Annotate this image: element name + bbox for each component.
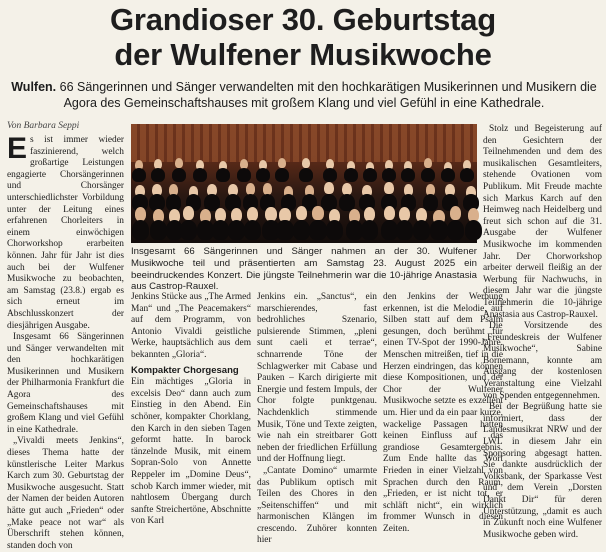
singer-body — [421, 168, 435, 182]
singer-body — [309, 220, 326, 240]
singer-body — [447, 220, 464, 240]
singer-body — [396, 220, 413, 240]
singer-figure — [384, 182, 394, 194]
singer-figure — [175, 158, 183, 168]
singer-body — [382, 168, 396, 182]
singer-body — [326, 220, 343, 240]
singer-body — [401, 168, 415, 182]
singer-body — [413, 220, 430, 240]
lead-paragraph — [10, 79, 598, 111]
paragraph: den Jenkins der Werbung erkennen, ist die Melodie, auf Silben statt auf dem Psalm gesungen, doch berühmt für einen TV-Spot der 1990-Jahre. Menschen mitreißen, tief in die Herzen eindringen, das können diese Kompositionen, und der Chor der Wulfener Musikwoche setzte es exzellent um. Hier und da ein paar kurze, wackelige Passagen hatten keinen Einfluss auf das grandiose Gesamtergebnis. Zum Ende hallte das Wort Frieden in einer Vielzahl von Sprachen durch den Raum, „Frieden, er ist nicht tot, er schläft nicht“, ein wirklich frommer Wunsch in diesen Zeiten. — [383, 292, 503, 534]
singer-body — [256, 168, 270, 182]
singer-figure — [296, 206, 307, 220]
singer-figure — [450, 206, 461, 220]
singer-body — [193, 168, 207, 182]
singer-body — [460, 168, 474, 182]
singer-figure — [265, 207, 276, 221]
singer-body — [346, 220, 363, 240]
singer-figure — [278, 158, 286, 168]
choir-photo — [131, 124, 477, 243]
headline — [0, 2, 606, 72]
photo-caption: Insgesamt 66 Sängerinnen und Sänger nahmen an der 30. Wulfener Musikwoche teil und präsentierten am Samstag 23. August 2025 ein beeindruckendes Konzert. Die jüngste Teilnehmerin war die 10-jährige Anastasia aus Castrop-Rauxel. — [131, 246, 477, 293]
singer-body — [344, 168, 358, 182]
singer-body — [293, 220, 310, 240]
paragraph: Jenkins Stücke aus „The Armed Man“ und „The Peacemakers“ auf dem Programm, von Antonio Vivaldi geistliche Werke, hauptsächlich aus dem bekannten „Gloria“. — [131, 292, 251, 360]
singer-body — [299, 168, 313, 182]
column-1 — [7, 132, 124, 551]
singer-body — [361, 220, 378, 240]
singer-body — [150, 220, 167, 240]
byline: Von Barbara Seppi — [7, 121, 80, 131]
singer-body — [423, 194, 439, 211]
singer-body — [132, 168, 146, 182]
singer-body — [363, 168, 377, 182]
paragraph: Jenkins ein. „Sanctus“, ein marschierendes, fast bedrohliches Szenario, pulsierende Stimmen, „pleni sunt caeli et terrae“, schnarrende Töne der Schlagwerker mit Cabase und Pauken – Karch dirigierte mit Energie und festem Impuls, der Chor folgte punktgenau. Nachdenklich stimmende Musik, Töne und Texte zeigten, wie nah ein streitbarer Gott neben der friedlichen Erfüllung und der Hoffnung liegt. — [257, 292, 377, 465]
paragraph: Insgesamt 66 Sängerinnen und Sänger verwandelten mit den hochkarätigen Musikerinnen und Musikern der Philharmonia Frankfurt die Agora des Gemeinschaftshauses mit großem Klang und viel Gefühl in eine Kathedrale. — [7, 332, 124, 435]
singer-body — [237, 168, 251, 182]
singer-figure — [183, 206, 194, 220]
paragraph: „Vivaldi meets Jenkins“, dieses Thema hatte der künstlerische Leiter Markus Karch zum 30. Geburtstag der Musikwoche ausgesucht. Statt der Namen der beiden Autoren hätte gut auch „Frieden“ oder „Make peace not war“ als Überschrift stehen können, standen doch von — [7, 436, 124, 551]
singer-figure — [135, 207, 146, 221]
headline-line-1: Grandioser 30. Geburtstag — [109, 2, 497, 37]
singer-body — [465, 220, 482, 240]
paragraph: Bei der Begrüßung hatte sie informiert, dass der Landesmusikrat NRW und der LWL in diesem Jahr ein Sponsoring abgesagt hatten. Sie dankte ausdrücklich der Volksbank, der Sparkasse Vest und dem Verein „Dorsten Dankt Dir“ für deren Unterstützung, „damit es auch in Zukunft noch eine Wulfener Musikwoche geben wird. — [483, 402, 602, 540]
column-3 — [257, 292, 377, 546]
photo-backdrop — [131, 124, 477, 162]
singer-figure — [384, 206, 395, 220]
lead-place: Wulfen. — [11, 80, 57, 94]
paragraph: Es ist immer wieder faszinierend, welch großartige Leistungen engagierte Chorsängerinnen und Chorsänger unterschiedlichster Vorbildung unter der Leitung eines erfahrenen Chorleiters in einem einwöchigen Chorworkshop erarbeiten können. Jahr für Jahr ist dies auch bei der Wulfener Musikwoche zu beobachten, am Samstag (23.8.) ergab es sich erneut im Abschlusskonzert der diesjährigen Ausgabe. — [7, 132, 124, 331]
singer-body — [441, 168, 455, 182]
paragraph: Die Vorsitzende des „Freundeskreis der Wulfener Musikwoche“, Sabine Bornemann, konnte am Ausgang der kostenlosen Veranstaltung eine Vielzahl von Spenden entgegennehmen. — [483, 321, 602, 401]
singer-body — [430, 220, 447, 240]
column-2 — [131, 292, 251, 527]
headline-line-2: der Wulfener Musikwoche — [114, 37, 492, 72]
singer-figure — [302, 158, 310, 168]
singer-body — [244, 220, 261, 240]
singer-body — [216, 168, 230, 182]
singer-body — [166, 194, 182, 211]
paragraph: Ein mächtiges „Gloria in excelsis Deo“ dann auch zum Einstieg in den Abend. Ein schöner, kompakter Chorklang, den Karch in den sieben Tagen geformt hatte. In barock tänzelnde Musik, mit einem Sopran-Solo von Annette Reppeler im „Domine Deus“, schob Karch immer wieder, mit nahtlosem Übergang durch sanfte Streichertöne, Abschnitte von Karl — [131, 377, 251, 527]
singer-figure — [424, 158, 432, 168]
singer-body — [323, 168, 337, 182]
singer-body — [275, 168, 289, 182]
singer-figure — [324, 182, 334, 194]
lead-text: 66 Sängerinnen und Sänger verwandelten mit den hochkarätigen Musikerinnen und Musikern die Agora des Gemeinschaftshauses mit großem Klang und viel Gefühl in eine Kathedrale. — [56, 80, 597, 110]
drop-cap: E — [7, 132, 28, 165]
subheading: Kompakter Chorgesang — [131, 364, 239, 376]
singer-figure — [312, 206, 323, 220]
paragraph: Stolz und Begeisterung auf den Gesichtern der Teilnehmenden und dem des musikalischen Gesamtleiters, stehende Ovationen vom Publikum. Mit Freude machte sich Markus Karch auf den Heimweg nach Heidelberg und freut sich schon auf die 31. Ausgabe der Wulfener Musikwoche im kommenden Jahr. Der Chorworkshop arbeiter derweil fleißig an der Werbung für Nachwuchs, in diesem Jahr war die jüngste Teilnehmerin die 10-jährige Anastasia aus Castrop-Rauxel. — [483, 124, 602, 320]
singer-body — [180, 220, 197, 240]
singer-figure — [247, 207, 258, 221]
singer-body — [228, 220, 245, 240]
singer-body — [212, 220, 229, 240]
singer-body — [132, 220, 149, 240]
paragraph: „Cantate Domino“ umarmte das Publikum optisch mit Teilen des Chores in den „Seitenschiffen“ und mit harmonischen Klängen im crescendo. Zuhörer konnten hier — [257, 465, 377, 546]
column-5 — [483, 124, 602, 540]
singer-body — [151, 168, 165, 182]
singer-body — [172, 168, 186, 182]
singer-body — [276, 220, 293, 240]
